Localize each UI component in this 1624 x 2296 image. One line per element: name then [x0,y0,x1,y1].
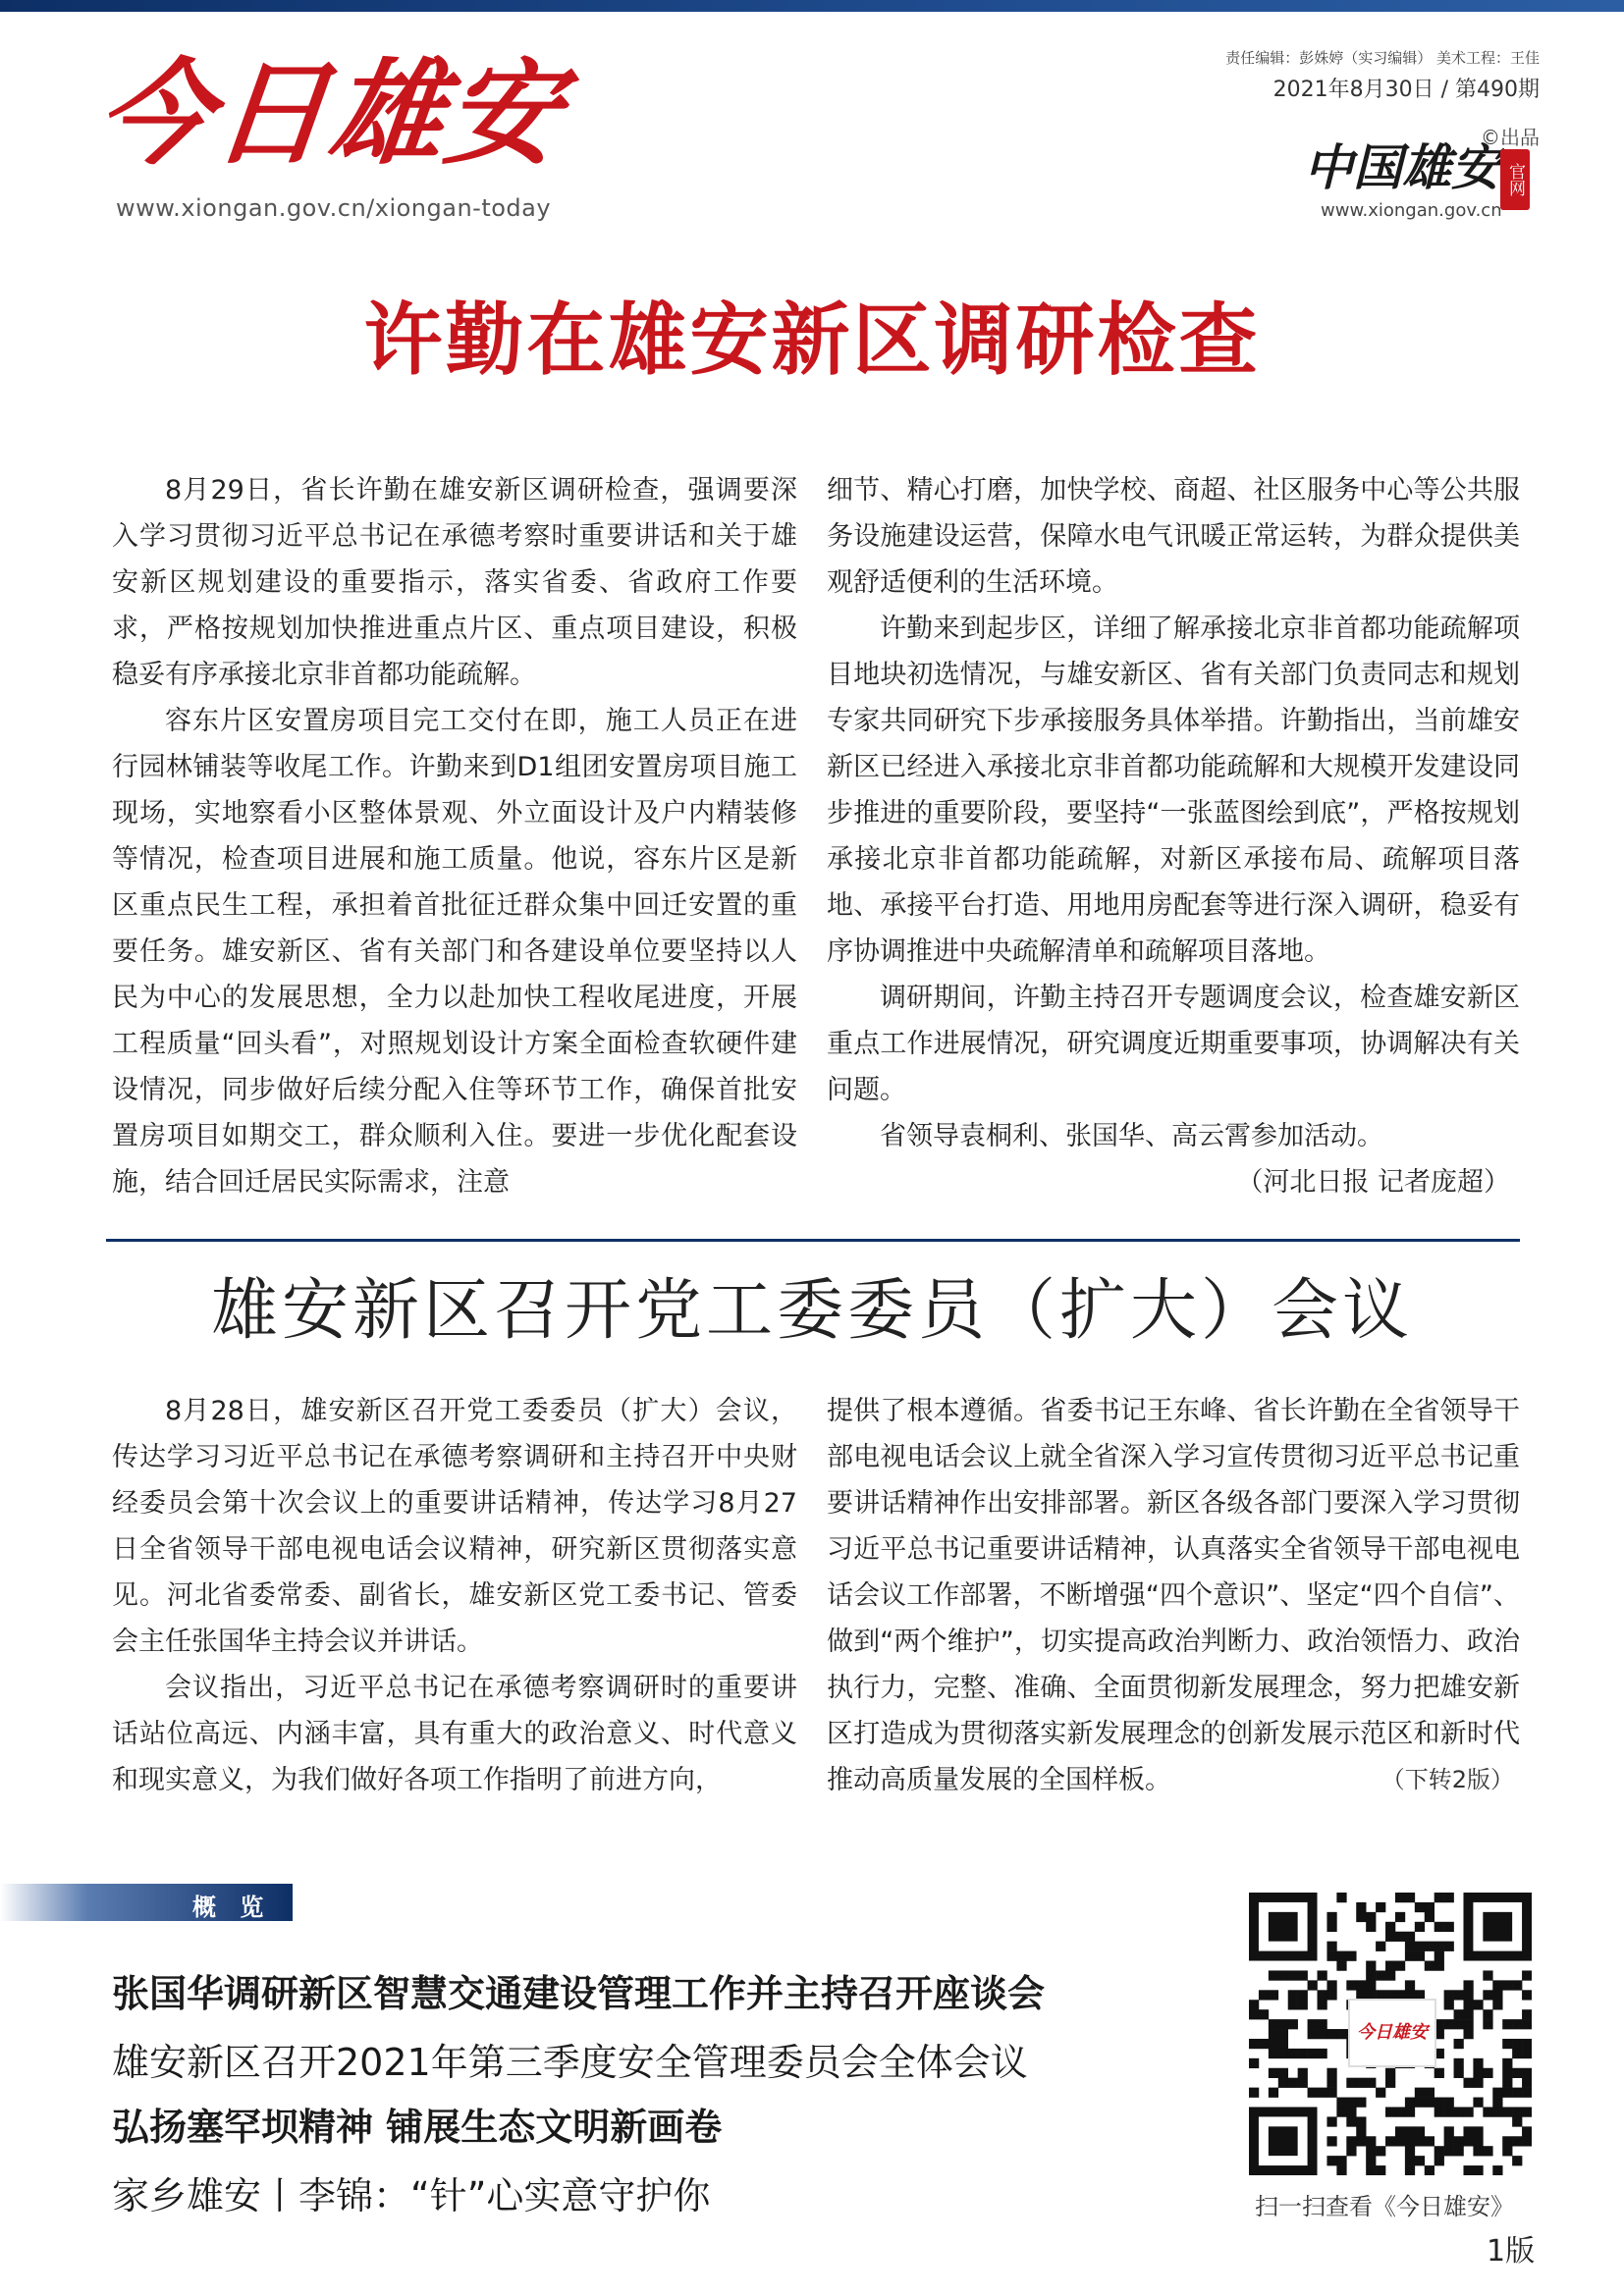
paragraph: 容东片区安置房项目完工交付在即，施工人员正在进行园林铺装等收尾工作。许勤来到D1组团安置房项目施工现场，实地察看小区整体景观、外立面设计及户内精装修等情况，检查项目进展和施工质量。他说，容东片区是新区重点民生工程，承担着首批征迁群众集中回迁安置的重要任务。雄安新区、省有关部门和各建设单位要坚持以人民为中心的发展思想，全力以赴加快工程收尾进度，开展工程质量“回头看”，对照规划设计方案全面检查软硬件建设情况，同步做好后续分配入住等环节工作，确保首批安置房项目如期交工，群众顺利入住。要进一步优化配套设施，结合回迁居民实际需求，注意 [112,706,797,1198]
qr-center-logo: 今日雄安 [1348,1999,1436,2067]
article2-right-column [827,1388,1520,1803]
publisher-seal: 官网 [1500,149,1530,210]
overview-item[interactable]: 雄安新区召开2021年第三季度安全管理委员会全体会议 [112,2041,1028,2084]
paragraph: 8月28日，雄安新区召开党工委委员（扩大）会议，传达学习习近平总书记在承德考察调研和主持召开中央财经委员会第十次会议上的重要讲话精神，传达学习8月27日全省领导干部电视电话会议精神，研究新区贯彻落实意见。河北省委常委、副省长，雄安新区党工委书记、管委会主任张国华主持会议并讲话。 [112,1396,797,1657]
top-color-bar [0,0,1624,12]
qr-caption: 扫一扫查看《今日雄安》 [1255,2193,1514,2220]
publisher-url[interactable]: www.xiongan.gov.cn [1321,200,1502,221]
paragraph: 会议指出，习近平总书记在承德考察调研时的重要讲话站位高远、内涵丰富，具有重大的政治意义、时代意义和现实意义，为我们做好各项工作指明了前进方向， [112,1673,797,1795]
paragraph: 8月29日，省长许勤在雄安新区调研检查，强调要深入学习贯彻习近平总书记在承德考察时重要讲话和关于雄安新区规划建设的重要指示，落实省委、省政府工作要求，严格按规划加快推进重点片区、重点项目建设，积极稳妥有序承接北京非首都功能疏解。 [112,475,797,690]
article1-left-column [112,467,797,1205]
paragraph-continuation: 细节、精心打磨，加快学校、商超、社区服务中心等公共服务设施建设运营，保障水电气讯暖正常运转，为群众提供美观舒适便利的生活环境。 [827,475,1520,598]
paragraph: 省领导袁桐利、张国华、高云霄参加活动。 [880,1121,1383,1151]
turn-page-note[interactable]: （下转2版） [1380,1766,1514,1793]
paragraph: 许勤来到起步区，详细了解承接北京非首都功能疏解项目地块初选情况，与雄安新区、省有关部门负责同志和规划专家共同研究下步承接服务具体举措。许勤指出，当前雄安新区已经进入承接北京非首都功能疏解和大规模开发建设同步推进的重要阶段，要坚持“一张蓝图绘到底”，严格按规划承接北京非首都功能疏解，对新区承接布局、疏解项目落地、承接平台打造、用地用房配套等进行深入调研，稳妥有序协调推进中央疏解清单和疏解项目落地。 [827,614,1520,967]
page-number: 1版 [1487,2234,1536,2269]
article1-byline: （河北日报 记者庞超） [1236,1167,1510,1198]
publisher-logo-text: 中国雄安 [1304,138,1500,196]
overview-item[interactable]: 张国华调研新区智慧交通建设管理工作并主持召开座谈会 [112,1972,1046,2015]
overview-label: 概 览 [192,1894,272,1921]
masthead-logo: 今日雄安 [90,47,569,181]
overview-item[interactable]: 家乡雄安丨李锦：“针”心实意守护你 [112,2174,711,2217]
paragraph: 调研期间，许勤主持召开专题调度会议，检查雄安新区重点工作进展情况，研究调度近期重要事项，协调解决有关问题。 [827,983,1520,1105]
article2-left-column [112,1388,797,1803]
overview-item[interactable]: 弘扬塞罕坝精神 铺展生态文明新画卷 [112,2106,723,2149]
paragraph-continuation [827,1388,1520,1803]
issue-date: 2021年8月30日 / 第490期 [1272,78,1540,102]
continuation-text: 提供了根本遵循。省委书记王东峰、省长许勤在全省领导干部电视电话会议上就全省深入学习宣传贯彻习近平总书记重要讲话精神作出安排部署。新区各级各部门要深入学习贯彻习近平总书记重要讲话精神，认真落实全省领导干部电视电话会议工作部署，不断增强“四个意识”、坚定“四个自信”、做到“两个维护”，切实提高政治判断力、政治领悟力、政治执行力，完整、准确、全面贯彻新发展理念，努力把雄安新区打造成为贯彻落实新发展理念的创新发展示范区和新时代推动高质量发展的全国样板。 [827,1396,1520,1795]
article2-title: 雄安新区召开党工委委员（扩大）会议 [210,1272,1413,1350]
section-divider [106,1239,1520,1242]
editors-credit: 责任编辑：彭姝婷（实习编辑） 美术工程：王佳 [1225,49,1540,67]
article1-right-column [827,467,1520,1205]
article1-title: 许勤在雄安新区调研检查 [363,294,1261,386]
publisher-note: ©出品 [1481,126,1540,149]
masthead-url[interactable]: www.xiongan.gov.cn/xiongan-today [116,194,552,222]
